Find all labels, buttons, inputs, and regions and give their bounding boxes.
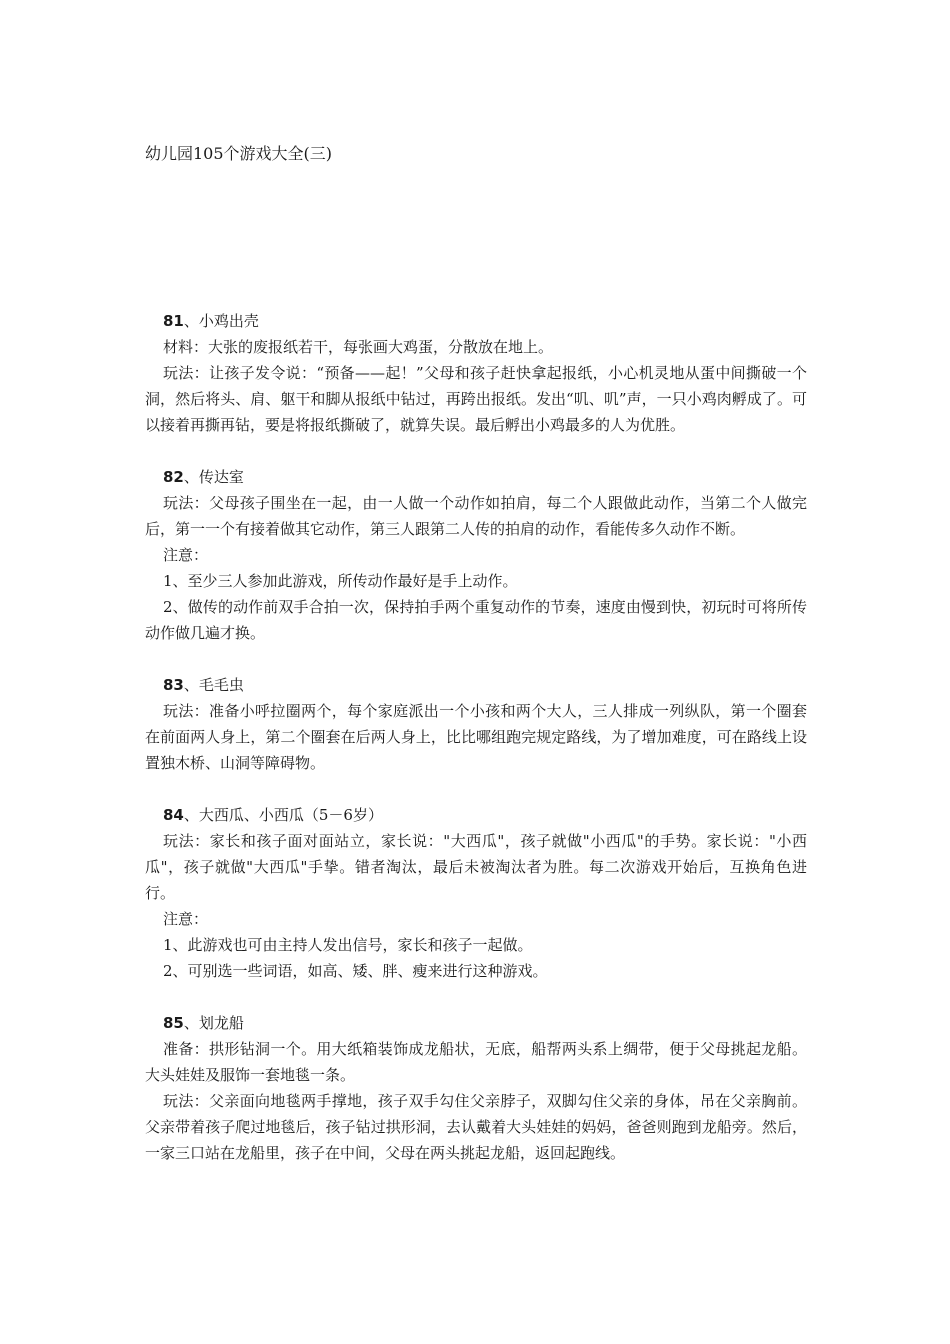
section-heading <box>145 308 807 334</box>
section-number: 81 <box>163 312 184 330</box>
section-heading <box>145 1010 807 1036</box>
section-81 <box>145 308 807 438</box>
section-title: 、小鸡出壳 <box>183 312 259 330</box>
section-number: 84 <box>163 806 184 824</box>
section-85 <box>145 1010 807 1166</box>
paragraph: 玩法：父母孩子围坐在一起，由一人做一个动作如拍肩，每二个人跟做此动作，当第二个人做完后，第一一个有接着做其它动作，第三人跟第二人传的拍肩的动作，看能传多久动作不断。 <box>145 494 807 538</box>
paragraph: 玩法：家长和孩子面对面站立，家长说："大西瓜"，孩子就做"小西瓜"的手势。家长说："小西瓜"，孩子就做"大西瓜"手挚。错者淘汰，最后未被淘汰者为胜。每二次游戏开始后，互换角色进行。 <box>145 832 807 902</box>
paragraph: 玩法：父亲面向地毯两手撑地，孩子双手勾住父亲脖子，双脚勾住父亲的身体，吊在父亲胸前。父亲带着孩子爬过地毯后，孩子钻过拱形洞，去认戴着大头娃娃的妈妈，爸爸则跑到龙船旁。然后，一家三口站在龙船里，孩子在中间，父母在两头挑起龙船，返回起跑线。 <box>145 1092 807 1162</box>
section-number: 82 <box>163 468 184 486</box>
paragraph: 注意： <box>163 910 209 928</box>
section-84 <box>145 802 807 984</box>
section-title: 、传达室 <box>183 468 244 486</box>
page-title: 幼儿园105个游戏大全(三) <box>145 144 333 163</box>
section-83 <box>145 672 807 776</box>
paragraph: 玩法：让孩子发令说：“预备——起！”父母和孩子赶快拿起报纸，小心机灵地从蛋中间撕破一个洞，然后将头、肩、躯干和脚从报纸中钻过，再跨出报纸。发出“叽、叽”声，一只小鸡肉孵成了。可以接着再撕再钻，要是将报纸撕破了，就算失误。最后孵出小鸡最多的人为优胜。 <box>145 364 807 434</box>
section-heading <box>145 672 807 698</box>
section-heading <box>145 464 807 490</box>
section-number: 85 <box>163 1014 184 1032</box>
section-title: 、划龙船 <box>183 1014 244 1032</box>
paragraph: 玩法：准备小呼拉圈两个，每个家庭派出一个小孩和两个大人，三人排成一列纵队，第一个圈套在前面两人身上，第二个圈套在后两人身上，比比哪组跑完规定路线，为了增加难度，可在路线上设置独木桥、山洞等障碍物。 <box>145 702 807 772</box>
paragraph: 注意： <box>163 546 209 564</box>
section-title: 、大西瓜、小西瓜（5－6岁） <box>183 806 383 824</box>
section-title: 、毛毛虫 <box>183 676 244 694</box>
paragraph: 材料：大张的废报纸若干，每张画大鸡蛋，分散放在地上。 <box>163 338 554 356</box>
paragraph: 2、做传的动作前双手合拍一次，保持拍手两个重复动作的节奏，速度由慢到快，初玩时可将所传动作做几遍才换。 <box>145 598 807 642</box>
paragraph: 准备：拱形钻洞一个。用大纸箱装饰成龙船状，无底，船帮两头系上绸带，便于父母挑起龙船。大头娃娃及服饰一套地毯一条。 <box>145 1040 807 1084</box>
paragraph: 1、此游戏也可由主持人发出信号，家长和孩子一起做。 <box>163 936 533 954</box>
section-heading <box>145 802 807 828</box>
paragraph: 2、可别选一些词语，如高、矮、胖、瘦来进行这种游戏。 <box>163 962 548 980</box>
document-body <box>145 308 807 1192</box>
paragraph: 1、至少三人参加此游戏，所传动作最好是手上动作。 <box>163 572 518 590</box>
section-82 <box>145 464 807 646</box>
section-number: 83 <box>163 676 184 694</box>
